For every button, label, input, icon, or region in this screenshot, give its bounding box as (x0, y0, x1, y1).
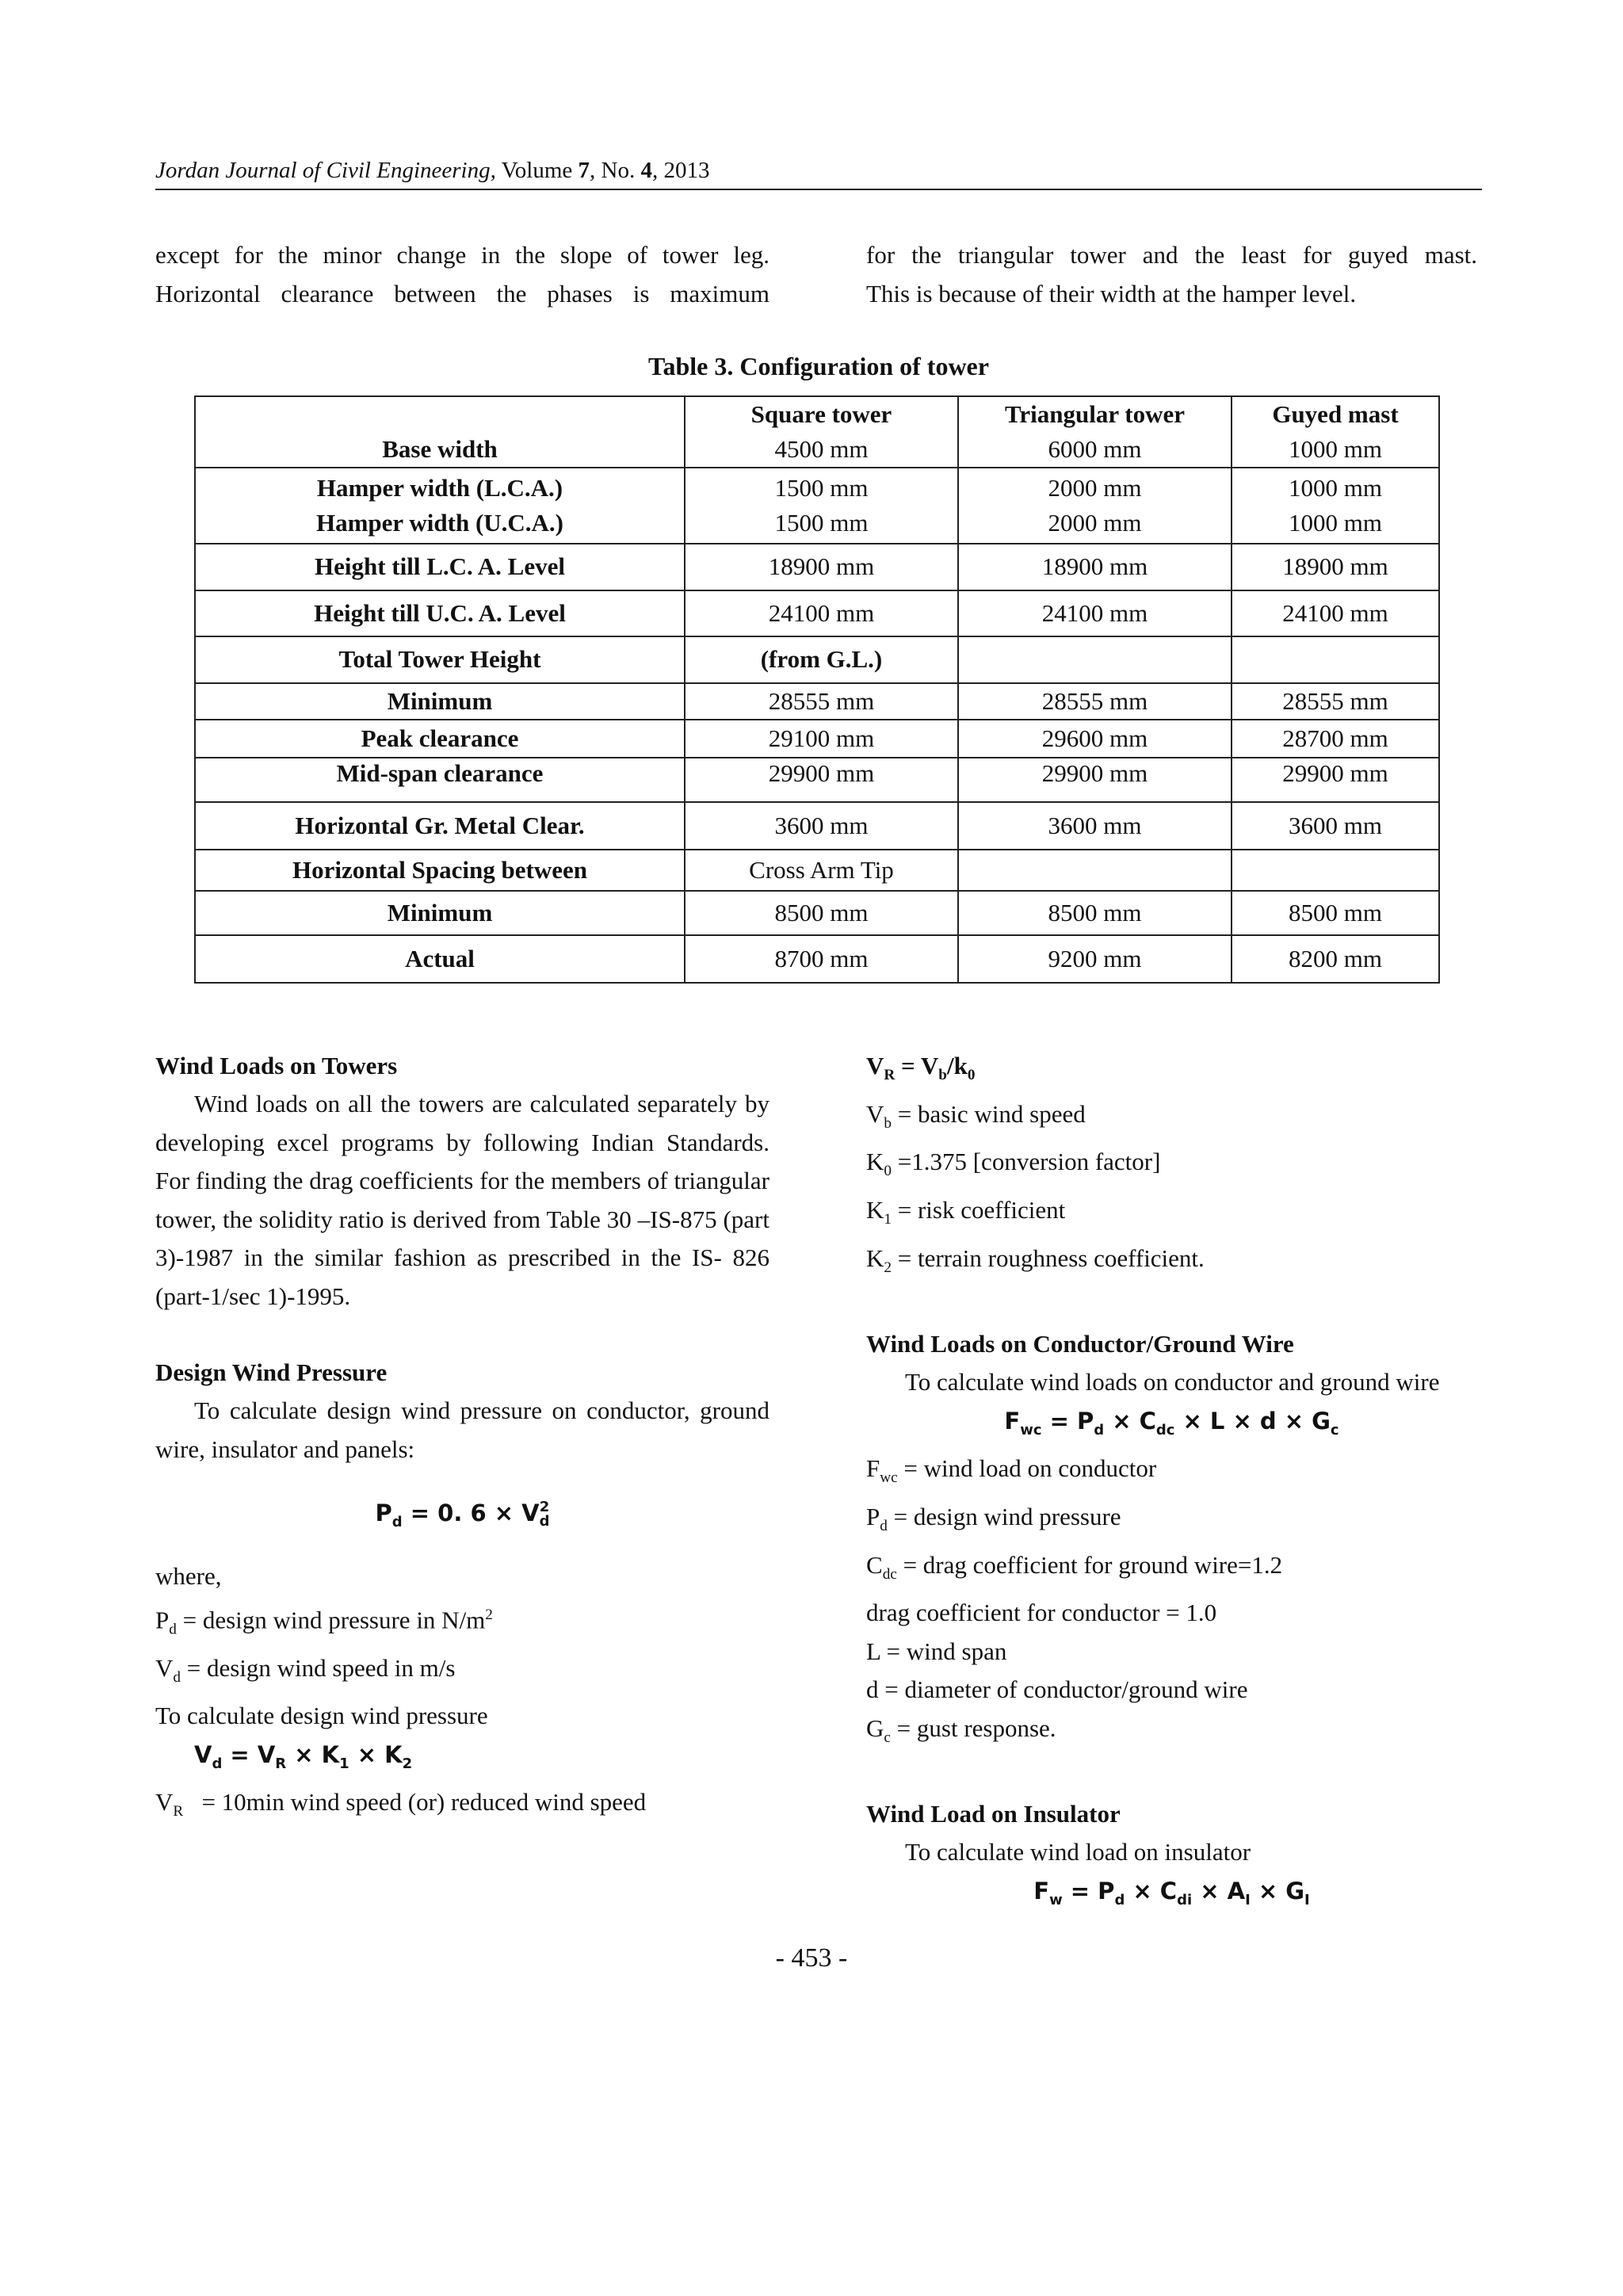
equation-fwc: $F_{wc} = P_d \times C_{dc} \times L \times d \times G_c$ (1004, 1407, 1339, 1438)
table-cell: 8500 mm (958, 891, 1232, 935)
def-vr: $V_R = 10\min$ wind speed (or) reduced wind speed (155, 1788, 647, 1820)
cell-base-triangular: 6000 mm (1048, 435, 1142, 463)
table-row-hamper (195, 468, 1439, 544)
issue-label: , No. (590, 158, 641, 183)
table-cell: 28700 mm (1232, 720, 1439, 758)
table-cell: 8200 mm (1232, 935, 1439, 983)
journal-name: Jordan Journal of Civil Engineering, (155, 158, 496, 183)
table-cell: 28555 mm (958, 683, 1232, 720)
row-label-base-width: Base width (195, 396, 685, 468)
intro-right (866, 236, 1477, 313)
table-cell: 28555 mm (685, 683, 958, 720)
table-cell (1232, 850, 1439, 891)
table-row (195, 802, 1439, 850)
section-heading-design-pressure: Design Wind Pressure (155, 1358, 388, 1386)
def-cdc: $C_{dc}$ = drag coefficient for ground wire=1.2 (866, 1550, 1283, 1583)
table-row-header-base (195, 396, 1439, 468)
table-cell: 3600 mm (1232, 802, 1439, 850)
running-header (155, 152, 1482, 190)
table-cell: 29100 mm (685, 720, 958, 758)
volume-number: 7 (578, 158, 590, 183)
year: , 2013 (651, 158, 710, 183)
table-row (195, 544, 1439, 590)
section-heading-conductor: Wind Loads on Conductor/Ground Wire (866, 1330, 1294, 1358)
table-row (195, 720, 1439, 758)
table-cell: 29900 mm (958, 758, 1232, 802)
table-cell: 29600 mm (958, 720, 1232, 758)
def-vb: $V_b$ = basic wind speed (866, 1099, 1086, 1132)
col-square (685, 396, 958, 468)
table-cell: 29900 mm (685, 758, 958, 802)
cell-hamper-guyed: 1000 mm 1000 mm (1232, 468, 1439, 544)
table-cell: 28555 mm (1232, 683, 1439, 720)
table-row (195, 850, 1439, 891)
row-label: Actual (195, 935, 685, 983)
row-label: Minimum (195, 683, 685, 720)
row-label-hamper: Hamper width (L.C.A.) Hamper width (U.C.A.) (195, 468, 685, 544)
table-cell: 24100 mm (1232, 590, 1439, 636)
def-l: L = wind span (866, 1637, 1007, 1665)
configuration-table (194, 395, 1438, 984)
equation-pd: $P_d = 0$. 6 × V 2 d (375, 1499, 550, 1530)
issue-number: 4 (640, 158, 652, 183)
where-label: where, (155, 1562, 222, 1590)
intro-right-line-2: This is because of their width at the hamper level. (866, 279, 1357, 308)
col-header-triangular: Triangular tower (1004, 400, 1186, 428)
table-cell: 8700 mm (685, 935, 958, 983)
row-label: Horizontal Gr. Metal Clear. (195, 802, 685, 850)
table-cell: 3600 mm (958, 802, 1232, 850)
page-number: - 453 - (775, 1943, 848, 1973)
row-label: Minimum (195, 891, 685, 935)
def-pd-right: $P_d$ = design wind pressure (866, 1502, 1121, 1535)
insulator-paragraph: To calculate wind load on insulator (905, 1838, 1251, 1866)
table-cell: Cross Arm Tip (685, 850, 958, 891)
def-gc: $G_c$ = gust response. (866, 1713, 1056, 1746)
intro-left-line-1: except for the minor change in the slope of tower leg. (155, 241, 769, 269)
def-vd: $V_d$ = design wind speed in m/s (155, 1653, 456, 1686)
def-drag-conductor: drag coefficient for conductor = 1.0 (866, 1599, 1217, 1627)
intro-right-line-1: for the triangular tower and the least for guyed mast. (866, 241, 1477, 269)
equation-fw: $F_w = P_d \times C_{di} \times A_I \times G_I$ (1033, 1877, 1310, 1908)
table-caption: Table 3. Configuration of tower (648, 352, 989, 380)
equation-vr: $V_R = V_b/k_0$ (866, 1052, 976, 1084)
table-cell: 18900 mm (1232, 544, 1439, 590)
def-d: d = diameter of conductor/ground wire (866, 1675, 1248, 1704)
table-row (195, 683, 1439, 720)
col-triangular (958, 396, 1232, 468)
section-heading-wind-loads: Wind Loads on Towers (155, 1052, 398, 1079)
intro-left (155, 236, 769, 313)
table-cell: 24100 mm (958, 590, 1232, 636)
table-row (195, 636, 1439, 683)
table-cell (958, 636, 1232, 683)
cell-hamper-triangular: 2000 mm 2000 mm (958, 468, 1232, 544)
table-cell (1232, 636, 1439, 683)
table-cell: 3600 mm (685, 802, 958, 850)
table-cell: 29900 mm (1232, 758, 1439, 802)
row-label: Total Tower Height (195, 636, 685, 683)
table-cell: 8500 mm (1232, 891, 1439, 935)
table-cell: 8500 mm (685, 891, 958, 935)
table-cell (958, 850, 1232, 891)
col-header-guyed: Guyed mast (1272, 400, 1399, 428)
table-cell: 24100 mm (685, 590, 958, 636)
col-header-square: Square tower (750, 400, 892, 428)
table-row (195, 891, 1439, 935)
right-column (866, 1047, 1477, 1920)
row-label: Mid-span clearance (195, 758, 685, 802)
conductor-paragraph: To calculate wind loads on conductor and ground wire (905, 1368, 1440, 1396)
table-cell: (from G.L.) (685, 636, 958, 683)
row-label: Peak clearance (195, 720, 685, 758)
def-pd: $P_d$ = design wind pressure in $N/m^2$ (155, 1605, 493, 1638)
def-k1: $K_1$ = risk coefficient (866, 1196, 1066, 1228)
cell-hamper-square: 1500 mm 1500 mm (685, 468, 958, 544)
row-label: Height till U.C. A. Level (195, 590, 685, 636)
intro-left-line-2: Horizontal clearance between the phases is maximum (155, 279, 769, 308)
left-column (155, 1047, 769, 1832)
volume-label: Volume (495, 158, 579, 183)
wind-loads-paragraph: Wind loads on all the towers are calculated separately by developing excel programs by following Indian Standards. For finding the drag coefficients for the members of triangular tower, the solidity ratio is derived from Table 30 –IS-875 (part 3)-1987 in the similar fashion as prescribed in the IS- 826 (part-1/sec 1)-1995. (155, 1090, 769, 1310)
table-row (195, 935, 1439, 983)
def-fwc: $F_{wc}$ = wind load on conductor (866, 1454, 1157, 1487)
def-k0: $K_0 =1.375$ [conversion factor] (866, 1148, 1161, 1180)
calc-design-speed: To calculate design wind pressure (155, 1702, 488, 1730)
table-row (195, 758, 1439, 802)
table-cell: 9200 mm (958, 935, 1232, 983)
row-label: Horizontal Spacing between (195, 850, 685, 891)
col-guyed (1232, 396, 1439, 468)
section-heading-insulator: Wind Load on Insulator (866, 1800, 1121, 1828)
table-row (195, 590, 1439, 636)
equation-vd: $V_d = V_R \times K_1 \times K_2$ (194, 1740, 413, 1772)
row-label: Height till L.C. A. Level (195, 544, 685, 590)
table-cell: 18900 mm (685, 544, 958, 590)
cell-base-square: 4500 mm (774, 435, 869, 463)
def-k2: $K_2$ = terrain roughness coefficient. (866, 1244, 1205, 1276)
cell-base-guyed: 1000 mm (1289, 435, 1382, 463)
table-cell: 18900 mm (958, 544, 1232, 590)
design-pressure-paragraph: To calculate design wind pressure on conductor, ground wire, insulator and panels: (155, 1396, 769, 1463)
